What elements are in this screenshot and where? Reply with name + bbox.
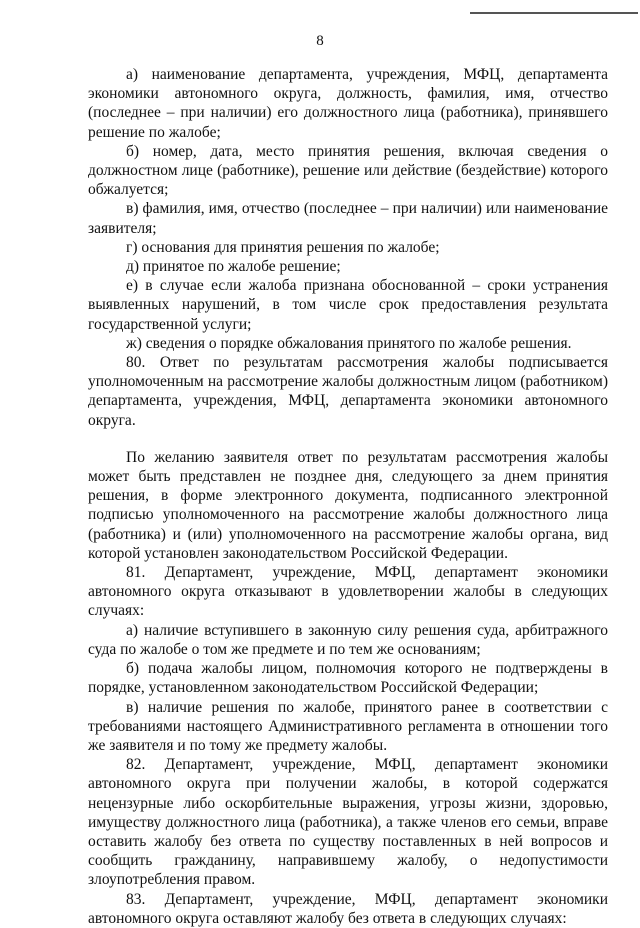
page-number: 8 <box>316 33 324 49</box>
paragraph-b-number-date: б) номер, дата, место принятия решения, включая сведения о должностном лице (работнике), решение или действие (бездействие) которого обжалуется; <box>88 142 608 199</box>
paragraph-82-abuse: 82. Департамент, учреждение, МФЦ, департамент экономики автономного округа при получении жалобы, в которой содержатся нецензурные либо оскорбительные выражения, угрозы жизни, здоровью, имуществу должностного лица (работника), а также членов его семьи, вправе оставить жалобу без ответа по существу поставленных в ней вопросов и сообщить гражданину, направившему жалобу, о недопустимости злоупотребления правом. <box>88 756 608 889</box>
paragraph-80-response: 80. Ответ по результатам рассмотрения жалобы подписывается уполномоченным на рассмотрение жалобы должностным лицом (работником) департамента, учреждения, МФЦ, департамента экономики автономного округа. <box>88 354 608 429</box>
paragraph-81-refusal: 81. Департамент, учреждение, МФЦ, департамент экономики автономного округа отказывают в удовлетворении жалобы в следующих случаях: <box>88 564 608 620</box>
paragraph-zh-appeal: ж) сведения о порядке обжалования принятого по жалобе решения. <box>126 334 572 352</box>
document-body <box>88 65 608 928</box>
paragraph-electronic-response: По желанию заявителя ответ по результатам рассмотрения жалобы может быть представлен не позднее дня, следующего за днем принятия решения, в форме электронного документа, подписанного электронной подписью уполномоченного на рассмотрение жалобы должностного лица (работника) и (или) уполномоченного на рассмотрение жалобы органа, вид которой установлен законодательством Российской Федерации. <box>88 448 608 562</box>
paragraph-v-applicant: в) фамилия, имя, отчество (последнее – при наличии) или наименование заявителя; <box>88 200 608 237</box>
paragraph-gap <box>88 430 608 448</box>
top-right-scan-line <box>470 12 638 14</box>
paragraph-g-grounds: г) основания для принятия решения по жалобе; <box>126 238 440 256</box>
paragraph-81-a-court: а) наличие вступившего в законную силу решения суда, арбитражного суда по жалобе о том же предмете и по тем же основаниям; <box>88 621 608 658</box>
paragraph-e-terms: е) в случае если жалоба признана обоснованной – сроки устранения выявленных нарушений, в том числе срок предоставления результата государственной услуги; <box>88 277 608 333</box>
paragraph-a-name: а) наименование департамента, учреждения, МФЦ, департамента экономики автономного округа, должность, фамилия, имя, отчество (последнее – при наличии) его должностного лица (работника), принявшего решение по жалобе; <box>88 66 608 141</box>
paragraph-d-decision: д) принятое по жалобе решение; <box>126 258 341 276</box>
paragraph-81-b-authority: б) подача жалобы лицом, полномочия которого не подтверждены в порядке, установленном законодательством Российской Федерации; <box>88 660 608 697</box>
paragraph-83-no-answer: 83. Департамент, учреждение, МФЦ, департамент экономики автономного округа оставляют жалобу без ответа в следующих случаях: <box>88 890 608 927</box>
paragraph-81-v-prior-decision: в) наличие решения по жалобе, принятого ранее в соответствии с требованиями настоящего Административного регламента в отношении того же заявителя и по тому же предмету жалобы. <box>88 698 608 754</box>
